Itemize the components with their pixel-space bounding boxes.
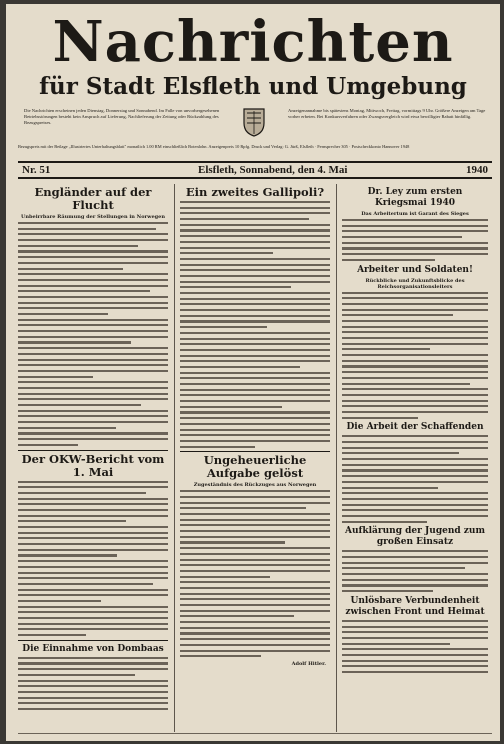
dateline-bar	[18, 161, 492, 179]
issue-number: Nr. 51	[22, 164, 51, 176]
headline-arbeiter-soldaten: Arbeiter und Soldaten!	[357, 264, 473, 275]
issue-year: 1940	[466, 164, 488, 176]
column-divider	[174, 184, 175, 732]
subheadline-rueckblicke: Rückblicke und Zukunftsblicke des Reichsorganisationsleiters	[365, 277, 465, 290]
masthead-title: Nachrichten	[52, 9, 454, 75]
article-text-block	[18, 222, 168, 446]
article-text-block	[180, 201, 330, 448]
publication-info-left: Die Nachrichten erscheinen jeden Dienstag, Donnerstag und Sonnabend. Im Falle von unvorhergesehenen Betriebsstörungen besteht kein Anspruch auf Lieferung, Nachlieferung der Zeitung oder Rückzahlung des Bezugspreises.	[24, 108, 220, 125]
headline-ley-kriegsmai: Dr. Ley zum ersten Kriegsmai 1940	[367, 187, 463, 208]
subheadline-arbeitertum: Das Arbeitertum ist Garant des Sieges	[361, 211, 469, 217]
column-1	[18, 184, 168, 732]
article-text-block	[342, 435, 488, 522]
newspaper-page	[6, 4, 500, 741]
headline-verbundenheit: Unlösbare Verbundenheit zwischen Front und Heimat	[345, 595, 485, 617]
coat-of-arms-icon	[242, 107, 266, 137]
headline-aufklaerung-jugend: Aufklärung der Jugend zum großen Einsatz	[344, 526, 485, 548]
article-signature: Adolf Hitler.	[291, 660, 326, 667]
publication-info-right: Anzeigenannahme bis spätestens Montag, Mittwoch, Freitag, vormittags 9 Uhr. Größere Anzeigen am Tage vorher erbeten. Bei Konkursverfahren oder Zwangsvergleich wird etwa bewilligter Rabatt hinfällig.	[288, 108, 486, 119]
bottom-rule	[18, 733, 492, 734]
article-text-block	[342, 219, 488, 261]
subheadline-raeumung: Unbeirrbare Räumung der Stellungen in Norwegen	[21, 214, 165, 220]
column-divider	[336, 184, 337, 732]
headline-englaender: Engländer auf der Flucht	[34, 185, 152, 212]
issue-place-date: Elsfleth, Sonnabend, den 4. Mai	[198, 164, 348, 176]
masthead-subtitle: für Stadt Elsfleth und Umgebung	[39, 73, 467, 100]
article-text-block	[342, 550, 488, 592]
article-text-block	[18, 657, 168, 710]
column-3	[342, 184, 488, 732]
article-text-block	[18, 481, 168, 637]
headline-okw-bericht: Der OKW-Bericht vom 1. Mai	[21, 451, 165, 479]
article-text-block	[180, 490, 330, 657]
article-text-block	[342, 292, 488, 419]
column-2	[180, 184, 330, 732]
headline-arbeit-schaffenden: Die Arbeit der Schaffenden	[346, 422, 484, 433]
subscription-info: Bezugspreis mit der Beilage „Illustriertes Unterhaltungsblatt" monatlich 1.00 RM einschließlich Botenlohn. Anzeigenpreis 10 Rpfg. Druck und Verlag: G. Jürß, Elsfleth · Fernsprecher 305 · Postscheckkonto Hannover 1948	[18, 144, 410, 149]
headline-aufgabe-geloest: Ungeheuerliche Aufgabe gelöst	[203, 453, 307, 481]
headline-gallipoli: Ein zweites Gallipoli?	[185, 185, 325, 199]
article-text-block	[342, 620, 488, 673]
headline-dombaas: Die Einnahme von Dombaas	[22, 643, 164, 654]
subheadline-rueckzug: Zugeständnis des Rückzuges aus Norwegen	[193, 482, 317, 489]
